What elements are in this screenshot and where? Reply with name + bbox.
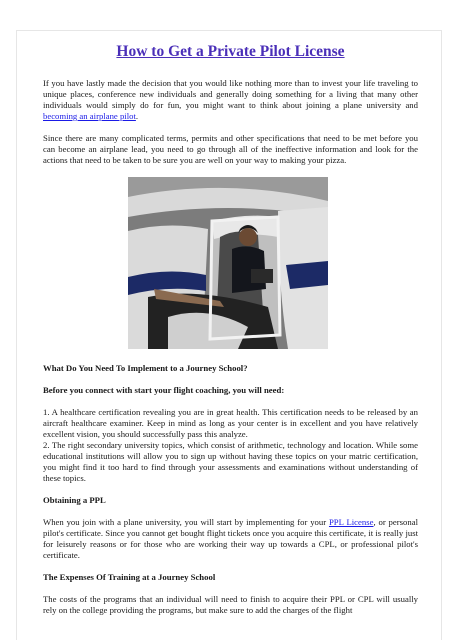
second-paragraph: Since there are many complicated terms, permits and other specifications that need to be met before you can become an airplane lead, you need to go through all of the ineffective information and look for the actions that need to be taken to be sure you are well on your way to making your pizza.: [43, 133, 418, 165]
section-heading-journey-school: What Do You Need To Implement to a Journey School?: [43, 363, 248, 373]
ppl-text-end: , or personal pilot's certificate. Since you cannot get bought flight tickets once you acquire this certificate, it is really just for leisurely reasons or for those who are working their way up towards a CPL, or professional pilot's certificate.: [43, 517, 418, 560]
intro-text-end: .: [135, 111, 139, 121]
section-heading-expenses: The Expenses Of Training at a Journey School: [43, 572, 216, 582]
ppl-text: When you join with a plane university, you will start by implementing for your: [43, 517, 329, 527]
section-subheading-before-coaching: Before you connect with start your flight coaching, you will need:: [43, 385, 285, 395]
requirements-list: [43, 407, 418, 484]
intro-paragraph: [43, 78, 418, 122]
document-page: [16, 30, 442, 640]
ppl-license-link[interactable]: PPL License: [328, 517, 374, 527]
ppl-paragraph: [43, 517, 418, 561]
airplane-pilot-link[interactable]: becoming an airplane pilot: [43, 111, 136, 121]
requirement-item-1: 1. A healthcare certification revealing you are in great health. This certification needs to be released by an aircraft healthcare examiner. Keep in mind as long as your center is in excellent and you have relatively excellent vision, you should successfully pass this analyze.: [43, 407, 418, 439]
page-title: How to Get a Private Pilot License: [116, 43, 345, 60]
section-heading-obtaining-ppl: Obtaining a PPL: [43, 495, 106, 505]
requirement-item-2: 2. The right secondary university topics, which consist of arithmetic, technology and location. While some educational institutions will allow you to sign up without having these topics on your matric certification, you might find it too hard to find through your assessments and examinations without understanding of these topics.: [43, 440, 418, 483]
expenses-paragraph: The costs of the programs that an individual will need to finish to acquire their PPL or CPL will usually rely on the college providing the programs, but make sure to add the charges of the flight: [43, 594, 418, 615]
intro-text: If you have lastly made the decision that you would like nothing more than to invest your life traveling to unique places, conference new individuals and generally doing something for a living that many other individuals would simply do for fun, you might want to think about joining a plane university and: [43, 78, 418, 110]
cockpit-photo: [128, 177, 328, 349]
document-content: [43, 31, 418, 627]
